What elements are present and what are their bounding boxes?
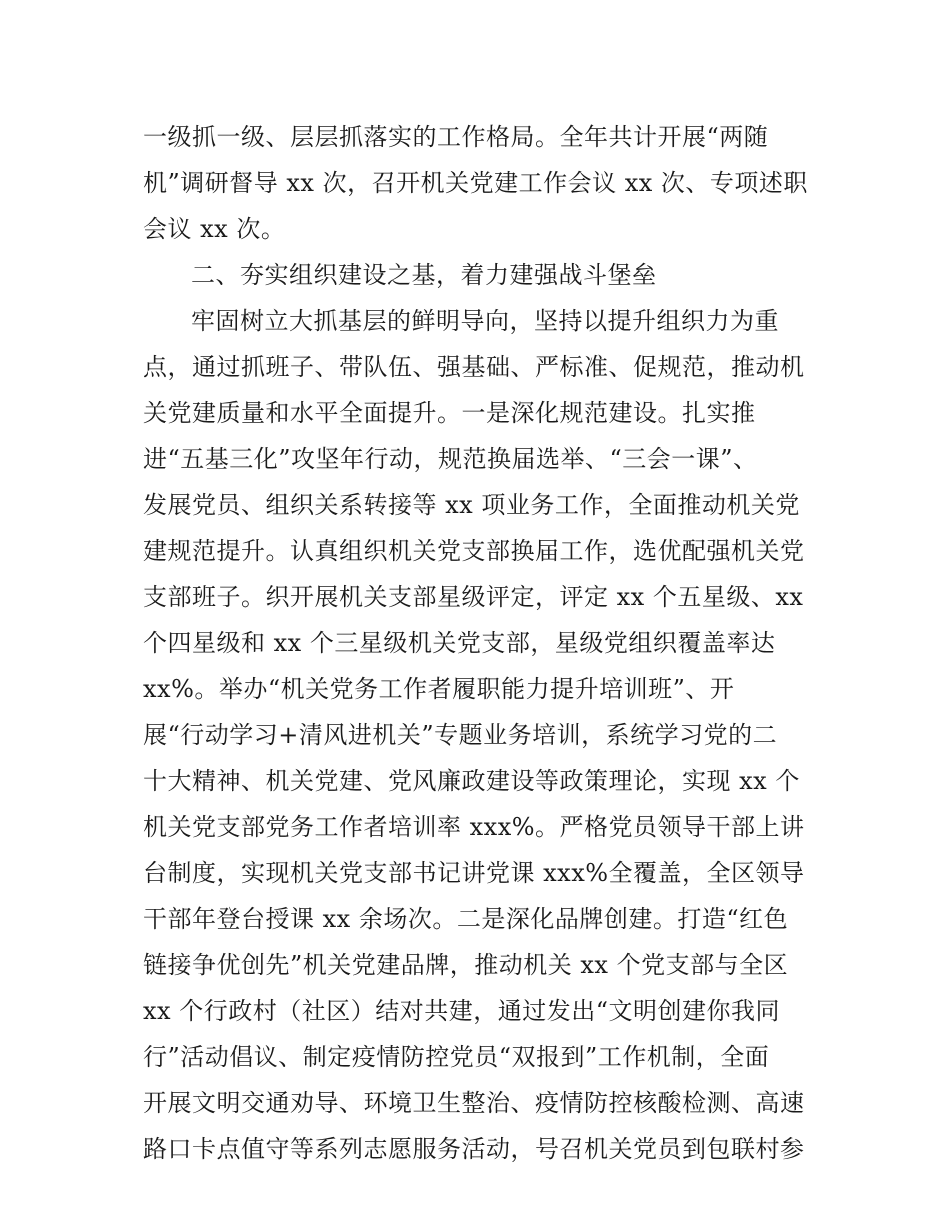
text-line: 台制度，实现机关党支部书记讲党课 xxx%全覆盖，全区领导	[143, 859, 805, 887]
text-line: 进“五基三化”攻坚年行动，规范换届选举、“三会一课”、	[143, 445, 758, 473]
text-line: 行”活动倡议、制定疫情防控党员“双报到”工作机制，全面	[143, 1043, 770, 1071]
text-line: 路口卡点值守等系列志愿服务活动，号召机关党员到包联村参	[143, 1135, 805, 1163]
text-line: 干部年登台授课 xx 余场次。二是深化品牌创建。打造“红色	[143, 905, 789, 933]
text-line: 关党建质量和水平全面提升。一是深化规范建设。扎实推	[143, 399, 756, 427]
text-line: 十大精神、机关党建、党风廉政建设等政策理论，实现 xx 个	[143, 767, 800, 795]
text-line: 链接争优创先”机关党建品牌，推动机关 xx 个党支部与全区	[143, 951, 789, 979]
text-line: 机”调研督导 xx 次，召开机关党建工作会议 xx 次、专项述职	[143, 169, 808, 197]
text-line: 点，通过抓班子、带队伍、强基础、严标准、促规范，推动机	[143, 353, 805, 381]
text-line: 发展党员、组织关系转接等 xx 项业务工作，全面推动机关党	[143, 491, 800, 519]
paragraph-first-line: 牢固树立大抓基层的鲜明导向，坚持以提升组织力为重	[191, 307, 779, 335]
text-line: 开展文明交通劝导、环境卫生整治、疫情防控核酸检测、高速	[143, 1089, 805, 1117]
text-line: 建规范提升。认真组织机关党支部换届工作，选优配强机关党	[143, 537, 805, 565]
text-line: 个四星级和 xx 个三星级机关党支部，星级党组织覆盖率达	[143, 629, 776, 657]
text-line: xx%。举办“机关党务工作者履职能力提升培训班”、开	[143, 675, 735, 703]
body-text	[143, 114, 823, 1172]
text-line: xx 个行政村（社区）结对共建，通过发出“文明创建你我同	[143, 997, 780, 1025]
text-line: 一级抓一级、层层抓落实的工作格局。全年共计开展“两随	[143, 123, 769, 151]
text-line: 展“行动学习+清风进机关”专题业务培训，系统学习党的二	[143, 721, 778, 749]
text-line: 会议 xx 次。	[143, 215, 286, 243]
text-line: 支部班子。织开展机关支部星级评定，评定 xx 个五星级、xx	[143, 583, 804, 611]
text-line: 机关党支部党务工作者培训率 xxx%。严格党员领导干部上讲	[143, 813, 805, 841]
section-heading: 二、夯实组织建设之基，着力建强战斗堡垒	[191, 261, 657, 289]
